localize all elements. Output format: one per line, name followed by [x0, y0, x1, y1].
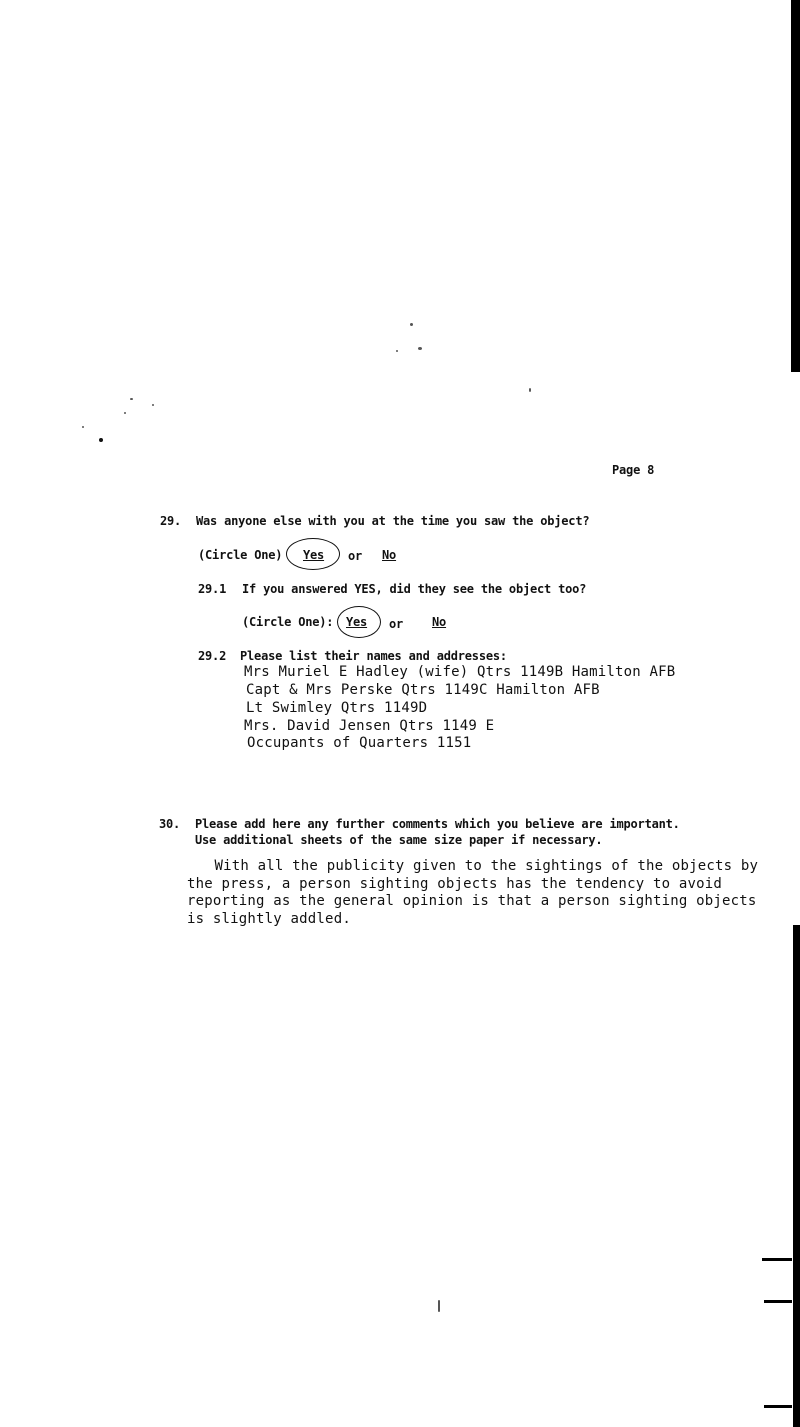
scan-speck [82, 426, 84, 428]
scan-speck [130, 398, 133, 400]
q30-comment-line: reporting as the general opinion is that a person sighting objects [187, 893, 757, 909]
q29-1-question: If you answered YES, did they see the object too? [242, 582, 587, 596]
q29-2-entry: Lt Swimley Qtrs 1149D [246, 700, 428, 716]
q29-1-number: 29.1 [198, 582, 227, 596]
scan-edge-bar-bottom [793, 925, 800, 1427]
page-number: Page 8 [612, 463, 655, 477]
scan-speck [418, 347, 422, 350]
scan-speck [410, 323, 413, 326]
scan-edge-mark [764, 1405, 792, 1408]
scan-speck [152, 404, 154, 406]
scan-speck [124, 412, 126, 414]
scan-edge-bar-top [791, 0, 800, 372]
q29-2-entry: Mrs. David Jensen Qtrs 1149 E [244, 718, 495, 734]
q30-question-line1: Please add here any further comments which you believe are important. [195, 817, 680, 831]
q29-1-yes-option[interactable]: Yes [346, 615, 368, 629]
q29-question: Was anyone else with you at the time you saw the object? [196, 514, 590, 528]
q30-comment-line: is slightly addled. [187, 911, 351, 927]
q29-2-number: 29.2 [198, 649, 227, 663]
q29-1-no-option[interactable]: No [432, 615, 447, 629]
q29-1-or: or [389, 617, 404, 631]
scan-speck [529, 388, 531, 392]
q29-2-entry: Mrs Muriel E Hadley (wife) Qtrs 1149B Hamilton AFB [244, 664, 676, 680]
q29-2-entry: Occupants of Quarters 1151 [247, 735, 472, 751]
q29-yes-option[interactable]: Yes [303, 548, 325, 562]
q29-1-circle-prompt: (Circle One): [242, 615, 334, 629]
q29-2-question: Please list their names and addresses: [240, 649, 507, 663]
scan-speck [99, 438, 103, 442]
q29-no-option[interactable]: No [382, 548, 397, 562]
q30-comment-line: With all the publicity given to the sightings of the objects by [180, 858, 759, 874]
q30-question-line2: Use additional sheets of the same size paper if necessary. [195, 833, 603, 847]
q29-circle-prompt: (Circle One) [198, 548, 283, 562]
q30-number: 30. [159, 817, 181, 831]
scan-edge-mark [762, 1258, 792, 1261]
q30-comment-line: the press, a person sighting objects has the tendency to avoid [187, 876, 722, 892]
scan-edge-mark [764, 1300, 792, 1303]
scan-speck [438, 1300, 440, 1312]
q29-or: or [348, 549, 363, 563]
scan-speck [396, 350, 398, 352]
q29-number: 29. [160, 514, 182, 528]
q29-2-entry: Capt & Mrs Perske Qtrs 1149C Hamilton AFB [246, 682, 600, 698]
